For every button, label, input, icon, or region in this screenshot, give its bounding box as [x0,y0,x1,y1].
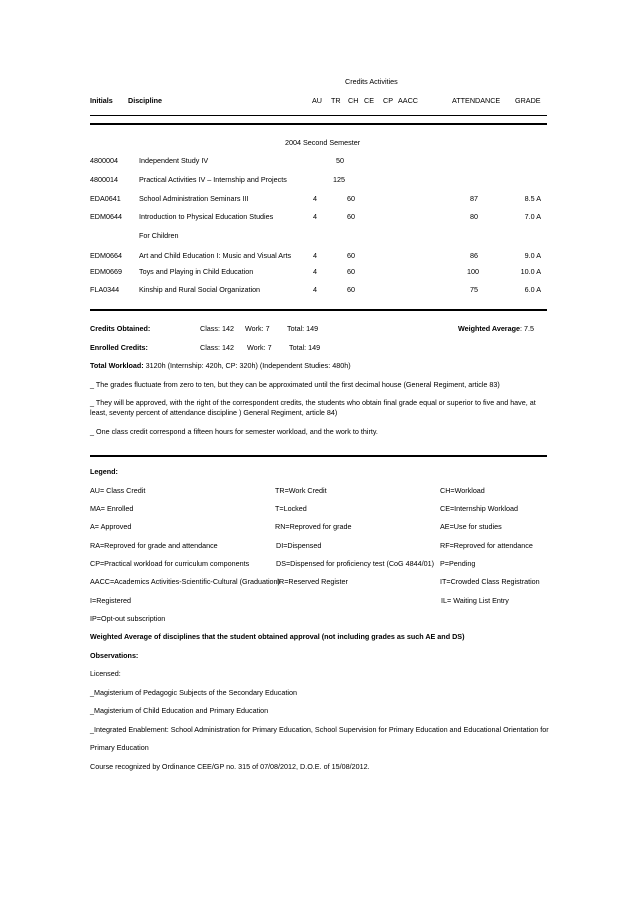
header-attendance: ATTENDANCE [452,96,501,105]
enrolled-credits-label: Enrolled Credits: [90,343,148,352]
row-code: EDM0664 [90,251,122,260]
credits-obtained-class: Class: 142 [200,324,234,333]
row-attendance: 87 [470,194,478,203]
row-code: EDM0669 [90,267,122,276]
legend-item: I=Registered [90,596,131,605]
legend-title: Legend: [90,467,118,476]
row-discipline: Practical Activities IV – Internship and Projects [139,175,287,184]
row-code: EDM0644 [90,212,122,221]
header-ch: CH [348,96,359,105]
row-code: 4800014 [90,175,118,184]
row-grade: 6.0 A [524,285,541,294]
legend-item: IL= Waiting List Entry [441,596,509,605]
row-grade: 8.5 A [524,194,541,203]
table-bottom-rule [90,309,547,311]
total-workload-value: 3120h (Internship: 420h, CP: 320h) (Independent Studies: 480h) [143,361,351,370]
legend-item: CH=Workload [440,486,485,495]
row-au: 4 [313,251,317,260]
row-discipline: School Administration Seminars III [139,194,249,203]
header-initials: Initials [90,96,113,105]
weighted-average-value: : 7.5 [520,324,534,333]
row-discipline: Independent Study IV [139,156,209,165]
observations-title: Observations: [90,651,139,660]
row-ch: 60 [347,267,355,276]
row-attendance: 80 [470,212,478,221]
row-ch: 125 [333,175,345,184]
legend-item: IP=Opt-out subscription [90,614,166,623]
header-rule-top [90,115,547,116]
legend-item: AU= Class Credit [90,486,146,495]
weighted-average-note: Weighted Average of disciplines that the student obtained approval (not including grades as such AE and DS) [90,632,465,641]
header-discipline: Discipline [128,96,162,105]
row-au: 4 [313,194,317,203]
row-ch: 60 [347,194,355,203]
row-discipline-cont: For Children [139,231,179,240]
course-recognition: Course recognized by Ordinance CEE/GP no. 315 of 07/08/2012, D.O.E. of 15/08/2012. [90,762,370,771]
weighted-average-label: Weighted Average [457,324,520,333]
legend-item: IR=Reserved Register [277,577,348,586]
legend-item: AACC=Academics Activities-Scientific-Cultural (Graduation) [90,577,280,586]
header-tr: TR [331,96,341,105]
observations-licensed: Licensed: [90,669,121,678]
row-ch: 50 [336,156,344,165]
note-grade-range: _ The grades fluctuate from zero to ten, but they can be approximated until the first decimal house (General Regiment, article 83) [90,380,500,389]
row-code: FLA0344 [90,285,120,294]
legend-item: P=Pending [440,559,476,568]
header-ce: CE [364,96,374,105]
row-ch: 60 [347,212,355,221]
row-discipline: Art and Child Education I: Music and Visual Arts [139,251,292,260]
row-au: 4 [313,212,317,221]
legend-item: IT=Crowded Class Registration [440,577,540,586]
enrolled-total: Total: 149 [289,343,321,352]
legend-item: RA=Reproved for grade and attendance [90,541,218,550]
observation-line: _Integrated Enablement: School Administration for Primary Education, School Supervision for Primary Education and Educational Orientation for [90,725,549,734]
row-au: 4 [313,285,317,294]
credits-obtained-label: Credits Obtained: [90,324,151,333]
row-grade: 9.0 A [524,251,541,260]
credits-obtained-work: Work: 7 [245,324,270,333]
total-workload [90,361,351,370]
header-rule-bottom [90,123,547,125]
legend-item: A= Approved [90,522,132,531]
row-ch: 60 [347,251,355,260]
legend-top-rule [90,455,547,457]
legend-item: RF=Reproved for attendance [440,541,533,550]
weighted-average [458,324,534,333]
total-workload-label: Total Workload: [90,361,144,370]
row-attendance: 100 [467,267,479,276]
header-cp: CP [383,96,393,105]
credits-obtained-total: Total: 149 [287,324,319,333]
header-au: AU [312,96,322,105]
row-discipline: Introduction to Physical Education Studies [139,212,274,221]
legend-item: DS=Dispensed for proficiency test (CoG 4844/01) [276,559,435,568]
row-discipline: Kinship and Rural Social Organization [139,285,261,294]
row-grade: 10.0 A [520,267,541,276]
note-approval: _ They will be approved, with the right of the correspondent credits, the students who obtain final grade equal or superior to five and have, at least, seventy percent of attendance discipline ) General Regiment, article 84) [90,398,536,417]
row-ch: 60 [347,285,355,294]
legend-item: CE=Internship Workload [440,504,518,513]
header-aacc: AACC [398,96,418,105]
enrolled-class: Class: 142 [200,343,234,352]
legend-item: T=Locked [275,504,307,513]
legend-item: DI=Dispensed [276,541,322,550]
row-attendance: 75 [470,285,478,294]
observation-line: Primary Education [90,743,149,752]
row-au: 4 [313,267,317,276]
row-attendance: 86 [470,251,478,260]
legend-item: MA= Enrolled [90,504,134,513]
credits-activities-label: Credits Activities [345,77,398,86]
row-discipline: Toys and Playing in Child Education [139,267,254,276]
legend-item: AE=Use for studies [440,522,502,531]
header-grade: GRADE [515,96,541,105]
observation-line: _Magisterium of Child Education and Primary Education [90,706,269,715]
legend-item: TR=Work Credit [275,486,327,495]
legend-item: CP=Practical workload for curriculum components [90,559,250,568]
row-grade: 7.0 A [524,212,541,221]
semester-title: 2004 Second Semester [285,138,361,147]
observation-line: _Magisterium of Pedagogic Subjects of the Secondary Education [90,688,297,697]
enrolled-work: Work: 7 [247,343,272,352]
row-code: 4800004 [90,156,118,165]
legend-item: RN=Reproved for grade [275,522,352,531]
row-code: EDA0641 [90,194,121,203]
note-credit-hours: _ One class credit correspond a fifteen hours for semester workload, and the work to thirty. [90,427,378,436]
